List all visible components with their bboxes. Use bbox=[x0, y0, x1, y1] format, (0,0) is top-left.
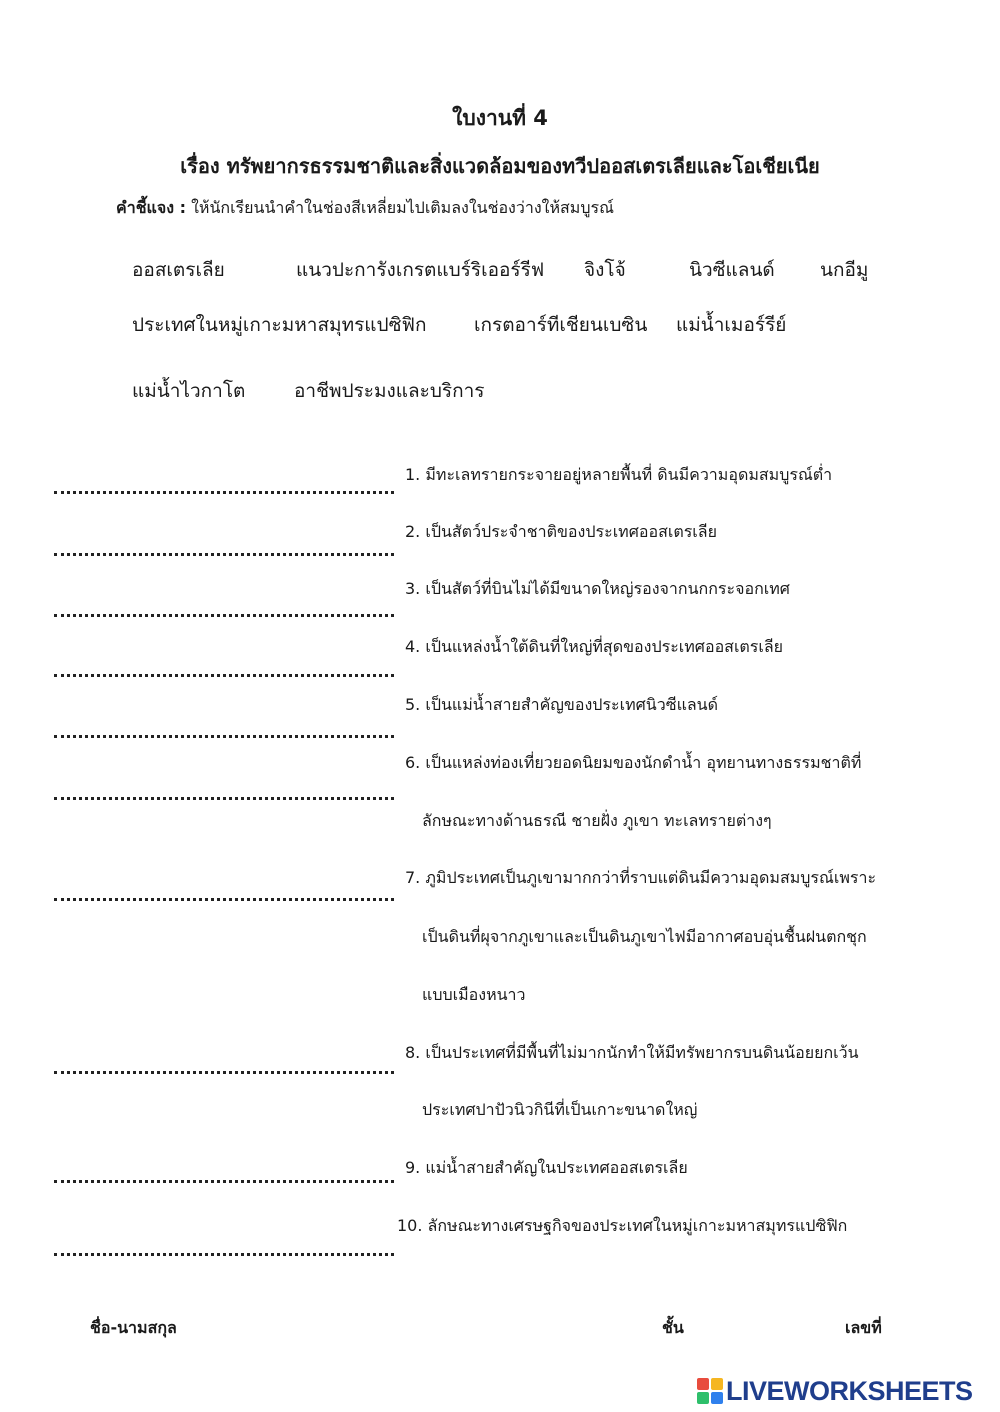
word-bank-item: เกรตอาร์ทีเชียนเบซิน bbox=[474, 314, 648, 336]
question-7-line-3: แบบเมืองหนาว bbox=[422, 985, 526, 1004]
word-bank-item: จิงโจ้ bbox=[584, 259, 626, 281]
question-8: 8. เป็นประเทศที่มีพื้นที่ไม่มากนักทำให้มีทรัพยากรบนดินน้อยยกเว้น bbox=[405, 1043, 859, 1062]
question-5: 5. เป็นแม่น้ำสายสำคัญของประเทศนิวซีแลนด์ bbox=[405, 695, 719, 714]
question-9: 9. แม่น้ำสายสำคัญในประเทศออสเตรเลีย bbox=[405, 1158, 688, 1177]
question-4: 4. เป็นแหล่งน้ำใต้ดินที่ใหญ่ที่สุดของประเทศออสเตรเลีย bbox=[405, 637, 784, 656]
word-bank-item: แนวปะการังเกรตแบร์ริเออร์รีฟ bbox=[296, 259, 545, 281]
instructions-text: ให้นักเรียนนำคำในช่องสีเหลี่ยมไปเติมลงในช่องว่างให้สมบูรณ์ bbox=[186, 198, 614, 217]
word-bank-item: ประเทศในหมู่เกาะมหาสมุทรแปซิฟิก bbox=[132, 314, 427, 336]
logo-square bbox=[711, 1378, 723, 1390]
question-8-line-2: ประเทศปาปัวนิวกินีที่เป็นเกาะขนาดใหญ่ bbox=[422, 1100, 698, 1119]
liveworksheets-logo-icon bbox=[697, 1378, 723, 1404]
word-bank-item: อาชีพประมงและบริการ bbox=[294, 380, 485, 402]
answer-blank-7[interactable] bbox=[54, 892, 394, 901]
word-bank-item: นิวซีแลนด์ bbox=[689, 259, 775, 281]
question-7: 7. ภูมิประเทศเป็นภูเขามากกว่าที่ราบแต่ดินมีความอุดมสมบูรณ์เพราะ bbox=[405, 868, 877, 887]
liveworksheets-logo-text: LIVEWORKSHEETS bbox=[726, 1376, 973, 1406]
answer-blank-1[interactable] bbox=[54, 485, 394, 494]
logo-square bbox=[711, 1392, 723, 1404]
answer-blank-8[interactable] bbox=[54, 1065, 394, 1074]
word-bank-item: แม่น้ำไวกาโต bbox=[132, 380, 246, 402]
answer-blank-6[interactable] bbox=[54, 791, 394, 800]
class-label: ชั้น bbox=[662, 1318, 684, 1337]
logo-square bbox=[697, 1392, 709, 1404]
word-bank-item: ออสเตรเลีย bbox=[132, 259, 225, 281]
answer-blank-10[interactable] bbox=[54, 1247, 394, 1256]
word-bank-item: นกอีมู bbox=[820, 259, 869, 281]
student-name-label: ชื่อ-นามสกุล bbox=[90, 1318, 177, 1337]
question-6-line-2: ลักษณะทางด้านธรณี ชายฝั่ง ภูเขา ทะเลทรายต่างๆ bbox=[422, 811, 772, 830]
answer-blank-5[interactable] bbox=[54, 729, 394, 738]
liveworksheets-logo bbox=[697, 1376, 973, 1406]
answer-blank-2[interactable] bbox=[54, 547, 394, 556]
instructions-label: คำชี้แจง : bbox=[116, 198, 187, 217]
answer-blank-3[interactable] bbox=[54, 608, 394, 617]
question-2: 2. เป็นสัตว์ประจำชาติของประเทศออสเตรเลีย bbox=[405, 522, 717, 541]
worksheet-title: ใบงานที่ 4 bbox=[452, 106, 548, 130]
question-3: 3. เป็นสัตว์ที่บินไม่ได้มีขนาดใหญ่รองจากนกกระจอกเทศ bbox=[405, 579, 790, 598]
instructions bbox=[116, 196, 614, 221]
word-bank-item: แม่น้ำเมอร์รีย์ bbox=[676, 314, 787, 336]
answer-blank-4[interactable] bbox=[54, 668, 394, 677]
question-6: 6. เป็นแหล่งท่องเที่ยวยอดนิยมของนักดำน้ำ อุทยานทางธรรมชาติที่ bbox=[405, 753, 862, 772]
worksheet-subtitle: เรื่อง ทรัพยากรธรรมชาติและสิ่งแวดล้อมของทวีปออสเตรเลียและโอเชียเนีย bbox=[180, 154, 820, 178]
question-1: 1. มีทะเลทรายกระจายอยู่หลายพื้นที่ ดินมีความอุดมสมบูรณ์ต่ำ bbox=[405, 465, 833, 484]
student-number-label: เลขที่ bbox=[845, 1318, 882, 1337]
question-7-line-2: เป็นดินที่ผุจากภูเขาและเป็นดินภูเขาไฟมีอากาศอบอุ่นชื้นฝนตกชุก bbox=[422, 927, 867, 946]
logo-square bbox=[697, 1378, 709, 1390]
question-10: 10. ลักษณะทางเศรษฐกิจของประเทศในหมู่เกาะมหาสมุทรแปซิฟิก bbox=[397, 1216, 848, 1235]
answer-blank-9[interactable] bbox=[54, 1174, 394, 1183]
